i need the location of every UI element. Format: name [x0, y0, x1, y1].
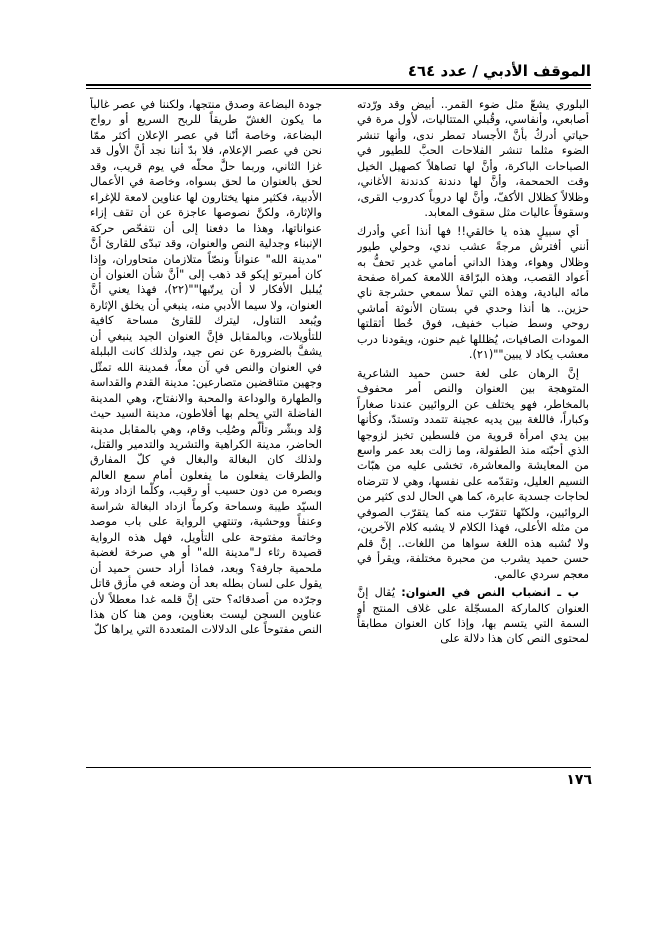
footer-rule [86, 767, 591, 768]
journal-title: الموقف الأدبي / عدد ٤٦٤ [407, 62, 591, 80]
paragraph: أي سبيلٍ هذه يا خالقي!! فها أنذا أعي وأدرك أنني أفترش مرجةً عشب ندي، وحولي طيور وظلال وهواء، وهذا الداني أمامي غدير تحفُّ به أعواد القصب، وهذه البرّاقة اللامعة كمراة صفحة مائه البادية، وهذه التي تملأ سمعي حشرجة ناي حزين.. ها أنذا وحدي في بستان الأنوثة أماشي روحي وسط ضباب خفيف، فوق خُطا أثقلتها المودات الصافيات، يُظللها غيم حنون، ويقودنا درب معشب يكاد لا يبين""(٢١). [357, 224, 589, 362]
paragraph: جودة البضاعة وصدق منتجها، ولكننا في عصر غالباً ما يكون الغشّ طريقاً للربح السريع أو رواج البضاعة، وخاصة أنّنا في عصر الإعلان أكثر ممّا نحن في عصر الإعلام، فلا بدّ أننا نجد أنَّ الأول قد غزا الثاني، وربما حلَّ محلّه في يوم قريب، وقد لحق بالعنوان ما لحق بسواه، وخاصة في الأعمال الأدبية، فكثير منها يختارون لها عناوين لامعة للإغراء والإثارة، ولكنَّ نصوصها عاجزة عن أن تقف إزاء عنواناتها، وهذا ما دفعنا إلى أن نتفحّص حركة الإنبناء وجدلية النص والعنوان، وقد تبدّى للقارئ أنَّ "مدينة الله" عنواناً ونصّاً متلازمان متحاوران، وإذا كان أمبرتو إيكو قد ذهب إلى "أنَّ شأن العنوان أن يُبلبل الأفكار لا أن يرتّبها""(٢٢)، فهذا يعني أنَّ العنوان، ولا سيما الأدبي منه، ينبغي أن يخلق الإثارة ويُبعد التناول، ليترك للقارئ مساحة كافية للتأويلات، وبالمقابل فإنَّ العنوان الجيد ينبغي أن يشفَّ بالضرورة عن نص جيد، ولذلك كانت البلبلة في العنوان والنص في آن معاً، فمدينة الله تمثّل وجهين متناقضين متصارعين: مدينة القدم والقداسة والطهارة والوداعة والمحبة والانفتاح، وهي المدينة الفاضلة التي يحلم بها أفلاطون، مدينة السيد حيث وُلد وبشّر وتألّم وصُلِب وقام، وهي بالمقابل مدينة الحاضر، مدينة الكراهية والتشريد والتدمير والقتل، ولذلك كان البغالة والبغال في كلّ المفارق والطرقات يفعلون ما يفعلون أمام سمع العالم وبصره من دون حسيب أو رقيب، وكلّما ازداد ورثة السيّد طيبة وسماحة وكرماً ازداد البغالة شراسة وعنفاً ووحشية، وتنتهي الرواية على باب موصد وخاتمة مفتوحة على التأويل، فهل هذه الرواية قصيدة رثاء لـ"مدينة الله" أو هي صرخة لغضبة ملحمية جارفة؟ وبعد، فماذا أراد حسن حميد أن يقول على لسان بطله بعد أن وضعه في مأزق قاتل وجرّده من أصدقائه؟ حتى إنَّ قلمه غدا معطلاً لأن عناوين السجن ليست بعناوين، ومن هنا كان هذا النص مفتوحاً على الدلالات المتعددة التي يراها كلّ [90, 98, 322, 637]
running-header [86, 60, 591, 84]
section-title: ب ـ انضباب النص في العنوان: [401, 586, 579, 600]
page-number: ١٧٦ [566, 772, 592, 788]
paragraph: البلوري يشعّ مثل ضوء القمر.. أبيض وقد ورّدته أصابعي، وأنفاسي، وقُبلي المتتاليات، لأول مرة في حياتي أدركُ بأنَّ الأجساد تمطر ندى، وأنها تنشر الضوء مثلما تنشر الفلاحات الحبَّ للطيور في الصباحات الباكرة، وأنَّ لها تصاهلاً كصهيل الخيل وقت الحمحمة، وأنَّ لها دندنة كدندنة الأغاني، وظلالاً كظلال الأكفّ، وأنَّ لها دروباً كدروب القرى، وسقوفاً عاليات مثل سقوف المعابد. [357, 98, 589, 220]
section-text: يُقال إنَّ العنوان كالماركة المسجّلة على غلاف المنتج أو السمة التي يتسم بها، وإذا كان العنوان مطابقاً لمحتوى النص كان هذا دلالة على [357, 586, 589, 646]
header-rule [86, 84, 591, 89]
paragraph: إنَّ الرهان على لغة حسن حميد الشاعرية المتوهجة بين العنوان والنص أمر محفوف بالمخاطر، فهو يختلف عن الروائيين عندنا صغاراً وكباراً، فاللغة بين يديه عجينة تتمدد وتستدّ، وكأنها بين يدي امرأة قروية من فلسطين تخبز لزوجها الذي أحبّته منذ الطفولة، وما زالت بعد عمر واسع من المعايشة والمعاشرة، تخشى عليه من هبّات النسيم العليل، وتقدّمه على نفسها، وهي لا تترضاه لحاجات جسدية عابرة، كما هي الحال لدى كثير من الروائيين، ولكنّها تتقرّب منه كما يتقرّب الصوفي من مثله الأعلى، فهذا الكلام لا يشبه كلام الآخرين، ولا تُشبه هذه اللغة سواها من اللغات.. إنَّ قلم حسن حميد يشرب من محبرة مختلفة، ويقرأ في معجم سردي عالمي. [357, 366, 589, 581]
text-column-right [357, 97, 589, 757]
section-paragraph [357, 585, 589, 647]
text-column-left [90, 97, 322, 757]
